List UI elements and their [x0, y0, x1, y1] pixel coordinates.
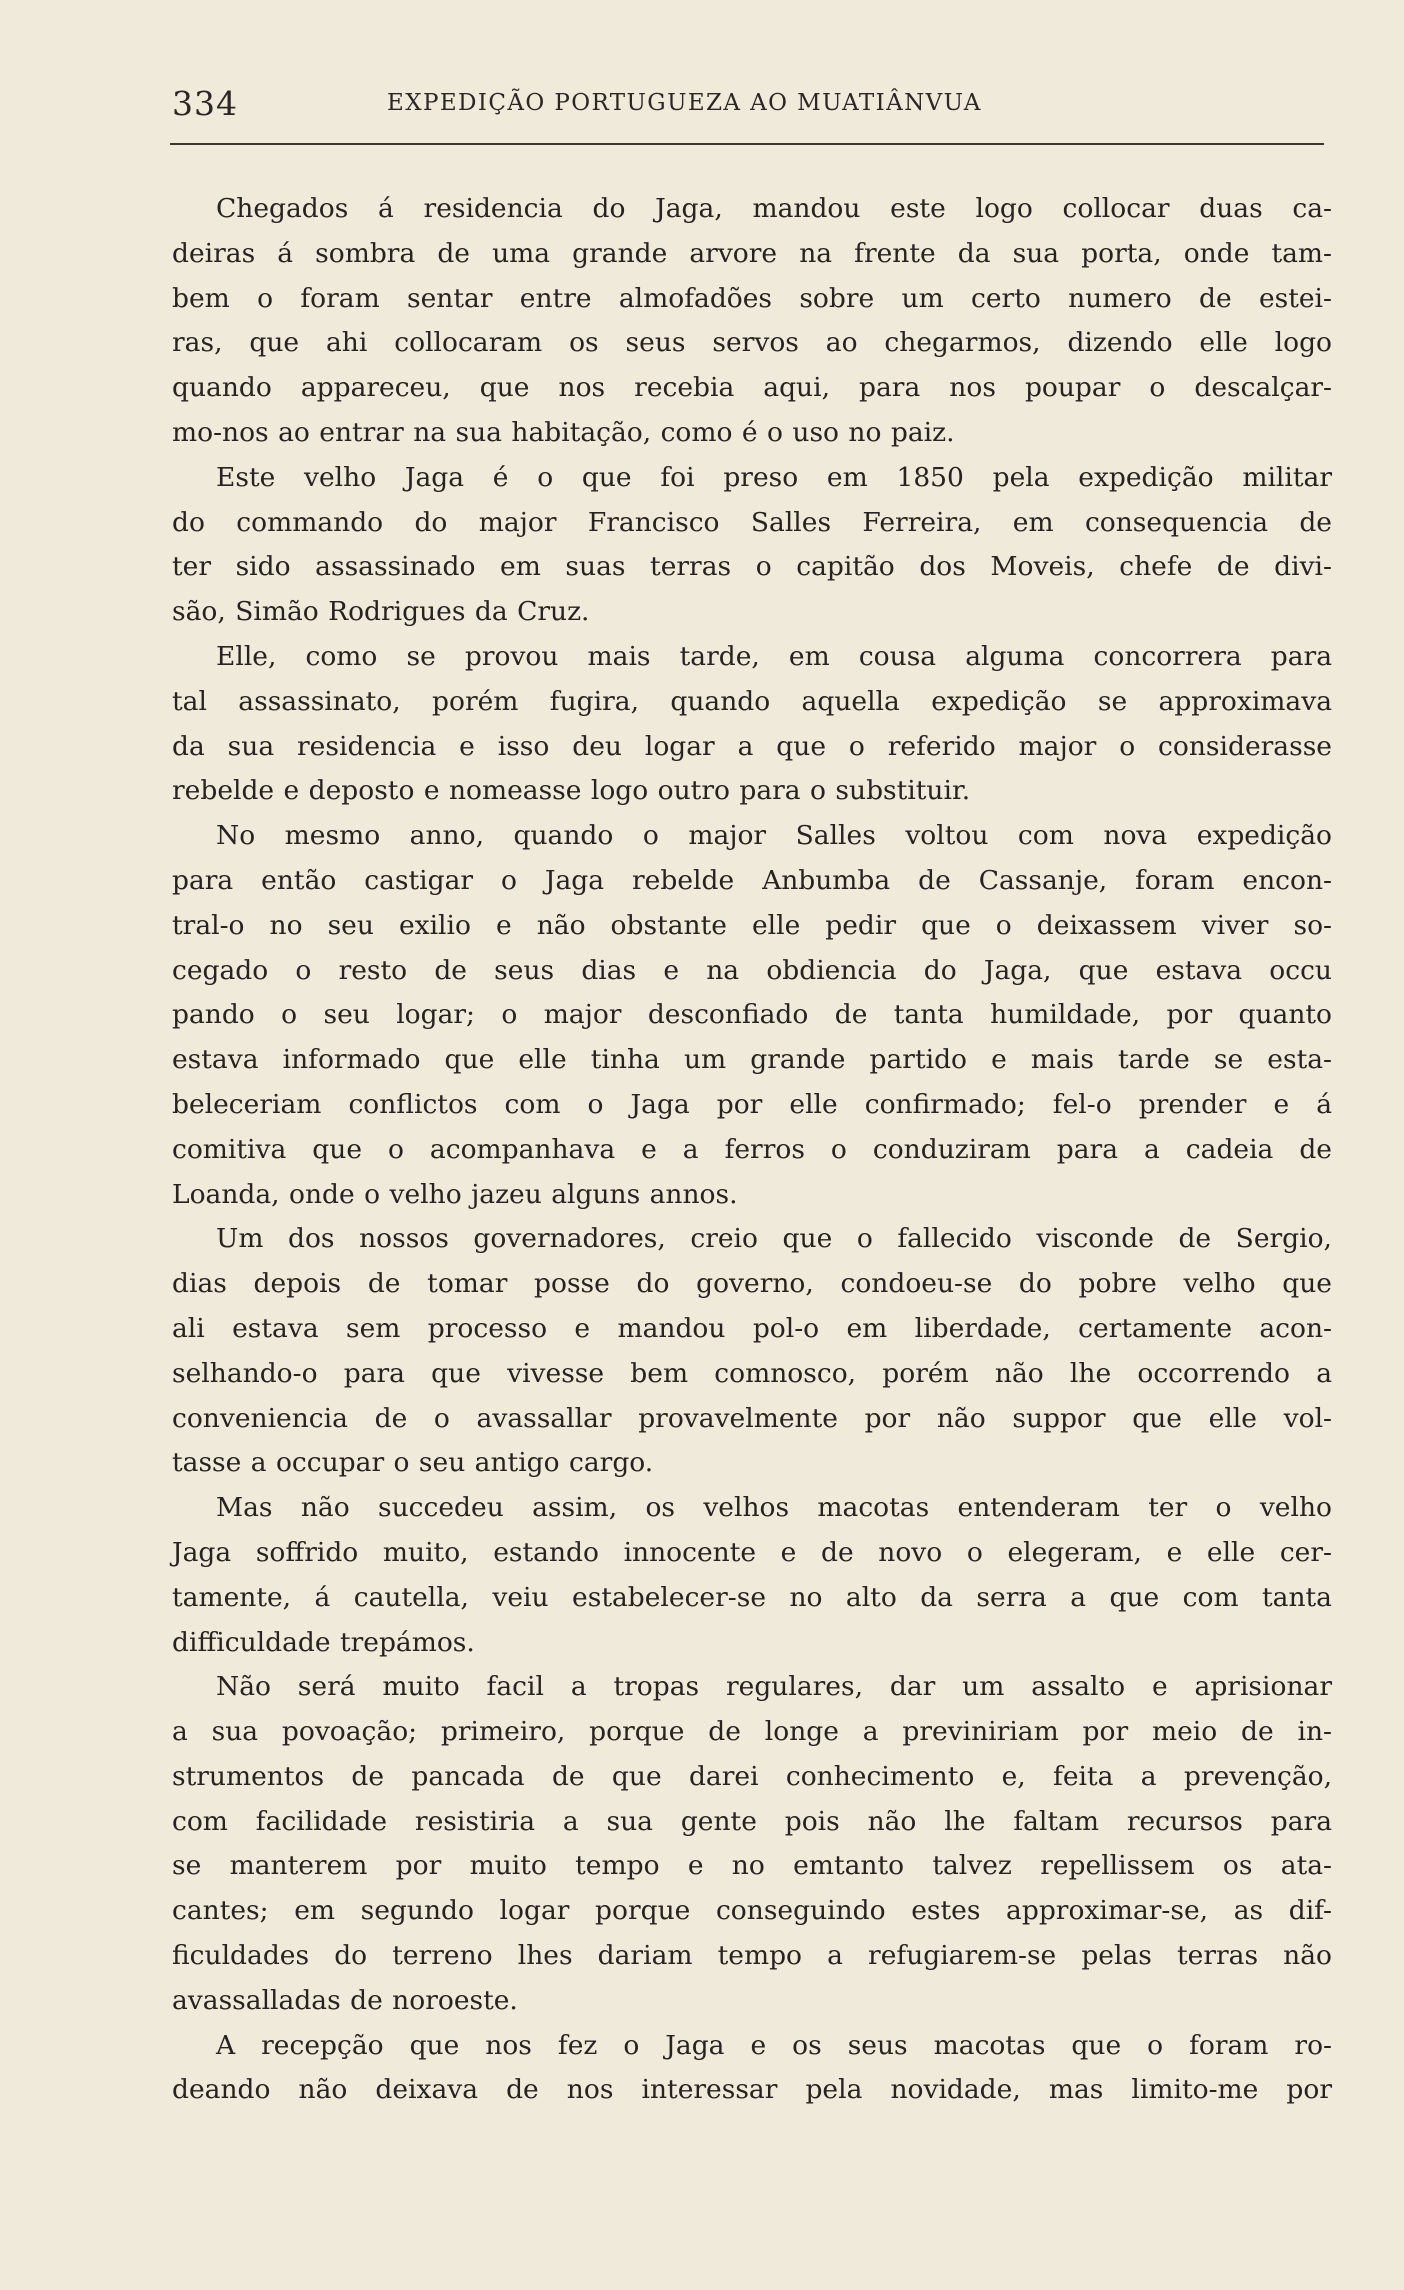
text-line: pando o seu logar; o major desconfiado de tanta humildade, por quanto — [172, 999, 1332, 1031]
body-text — [172, 187, 1332, 2113]
text-line: mo-nos ao entrar na sua habitação, como é o uso no paiz. — [172, 416, 955, 448]
text-line: rebelde e deposto e nomeasse logo outro para o substituir. — [172, 775, 971, 807]
page-header — [172, 82, 1324, 132]
text-line: difficuldade trepámos. — [172, 1626, 475, 1658]
text-line: comitiva que o acompanhava e a ferros o conduziram para a cadeia de — [172, 1133, 1332, 1165]
text-line: ficuldades do terreno lhes dariam tempo a refugiarem-se pelas terras não — [172, 1940, 1332, 1972]
text-line: cegado o resto de seus dias e na obdiencia do Jaga, que estava occu — [172, 954, 1332, 986]
text-line: quando appareceu, que nos recebia aqui, para nos poupar o descalçar- — [172, 372, 1332, 404]
text-line: selhando-o para que vivesse bem comnosco, porém não lhe occorrendo a — [172, 1357, 1332, 1389]
text-line: tasse a occupar o seu antigo cargo. — [172, 1447, 654, 1479]
text-line: tral-o no seu exilio e não obstante elle pedir que o deixassem viver so- — [172, 909, 1332, 941]
text-line: Jaga soffrido muito, estando innocente e de novo o elegeram, e elle cer- — [172, 1536, 1332, 1568]
text-line: Não será muito facil a tropas regulares, dar um assalto e aprisionar — [216, 1671, 1332, 1703]
text-line: se manterem por muito tempo e no emtanto talvez repellissem os ata- — [172, 1850, 1332, 1882]
text-line: conveniencia de o avassallar provavelmente por não suppor que elle vol- — [172, 1402, 1332, 1434]
text-line: Elle, como se provou mais tarde, em cousa alguma concorrera para — [216, 640, 1332, 672]
text-line: são, Simão Rodrigues da Cruz. — [172, 596, 590, 628]
text-line: do commando do major Francisco Salles Ferreira, em consequencia de — [172, 506, 1332, 538]
text-line: tamente, á cautella, veiu estabelecer-se no alto da serra a que com tanta — [172, 1581, 1332, 1613]
text-line: ter sido assassinado em suas terras o capitão dos Moveis, chefe de divi- — [172, 551, 1332, 583]
text-line: para então castigar o Jaga rebelde Anbumba de Cassanje, foram encon- — [172, 864, 1332, 896]
text-line: strumentos de pancada de que darei conhecimento e, feita a prevenção, — [172, 1760, 1332, 1792]
text-line: da sua residencia e isso deu logar a que o referido major o considerasse — [172, 730, 1332, 762]
text-line: tal assassinato, porém fugira, quando aquella expedição se approximava — [172, 685, 1332, 717]
text-line: Mas não succedeu assim, os velhos macotas entenderam ter o velho — [216, 1492, 1332, 1524]
text-line: deiras á sombra de uma grande arvore na frente da sua porta, onde tam- — [172, 237, 1332, 269]
running-title: EXPEDIÇÃO PORTUGUEZA AO MUATIÂNVUA — [387, 90, 982, 116]
text-line: dias depois de tomar posse do governo, condoeu-se do pobre velho que — [172, 1268, 1332, 1300]
text-line: ali estava sem processo e mandou pol-o em liberdade, certamente acon- — [172, 1312, 1332, 1344]
page-number: 334 — [172, 84, 238, 123]
text-line: Um dos nossos governadores, creio que o fallecido visconde de Sergio, — [216, 1223, 1332, 1255]
text-line: Loanda, onde o velho jazeu alguns annos. — [172, 1178, 738, 1210]
header-rule — [170, 143, 1324, 145]
text-line: a sua povoação; primeiro, porque de longe a previniriam por meio de in- — [172, 1716, 1332, 1748]
text-line: ras, que ahi collocaram os seus servos ao chegarmos, dizendo elle logo — [172, 327, 1332, 359]
text-line: com facilidade resistiria a sua gente pois não lhe faltam recursos para — [172, 1805, 1332, 1837]
text-line: No mesmo anno, quando o major Salles voltou com nova expedição — [216, 820, 1332, 852]
text-line: cantes; em segundo logar porque conseguindo estes approximar-se, as dif- — [172, 1895, 1332, 1927]
text-line: A recepção que nos fez o Jaga e os seus macotas que o foram ro- — [216, 2029, 1332, 2061]
text-line: deando não deixava de nos interessar pela novidade, mas limito-me por — [172, 2074, 1332, 2106]
text-line: Este velho Jaga é o que foi preso em 1850 pela expedição militar — [216, 461, 1332, 493]
text-line: Chegados á residencia do Jaga, mandou este logo collocar duas ca- — [216, 193, 1332, 224]
text-line: avassalladas de noroeste. — [172, 1984, 518, 2016]
text-line: bem o foram sentar entre almofadões sobre um certo numero de estei- — [172, 282, 1332, 314]
text-line: beleceriam conflictos com o Jaga por elle confirmado; fel-o prender e á — [172, 1088, 1332, 1120]
text-line: estava informado que elle tinha um grande partido e mais tarde se esta- — [172, 1044, 1332, 1076]
